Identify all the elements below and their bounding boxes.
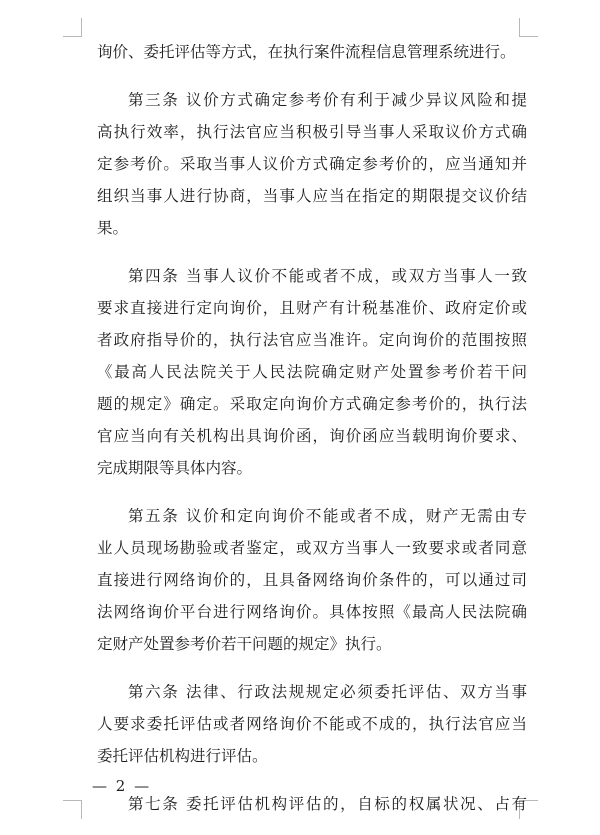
text-line: 询价、委托评估等方式，在执行案件流程信息管理系统进行。 xyxy=(97,43,516,61)
text-line: 直接进行网络询价的，且具备网络询价条件的，可以通过司 xyxy=(97,571,527,589)
paragraph-gap xyxy=(97,772,527,788)
text-line: 官应当向有关机构出具询价函，询价函应当载明询价要求、 xyxy=(97,427,527,445)
paragraph-gap xyxy=(97,484,527,500)
crop-mark-top-right xyxy=(519,18,538,37)
crop-mark-bottom-left xyxy=(63,800,82,819)
text-line: 第七条 委托评估机构评估的，自标的权属状况、占有 xyxy=(128,795,527,813)
text-line: 题的规定》确定。采取定向询价方式确定参考价的，执行法 xyxy=(97,395,527,413)
text-line: 定财产处置参考价若干问题的规定》执行。 xyxy=(97,635,392,653)
text-line: 要求直接进行定向询价，且财产有计税基准价、政府定价或 xyxy=(97,299,527,317)
text-line: 委托评估机构进行评估。 xyxy=(97,747,268,765)
text-line: 业人员现场勘验或者鉴定，或双方当事人一致要求或者同意 xyxy=(97,539,527,557)
document-body xyxy=(97,36,527,820)
text-line: 第五条 议价和定向询价不能或者不成，财产无需由专 xyxy=(128,507,527,525)
text-line: 第六条 法律、行政法规规定必须委托评估、双方当事 xyxy=(128,683,527,701)
page-number: — 2 — xyxy=(92,777,152,795)
text-line: 第四条 当事人议价不能或者不成，或双方当事人一致 xyxy=(128,267,527,285)
text-line: 人要求委托评估或者网络询价不能或不成的，执行法官应当 xyxy=(97,715,527,733)
text-line: 者政府指导价的，执行法官应当准许。定向询价的范围按照 xyxy=(97,331,527,349)
text-line: 组织当事人进行协商，当事人应当在指定的期限提交议价结 xyxy=(97,187,527,205)
text-line: 《最高人民法院关于人民法院确定财产处置参考价若干问 xyxy=(97,363,527,381)
paragraph-gap xyxy=(97,244,527,260)
text-line: 法网络询价平台进行网络询价。具体按照《最高人民法院确 xyxy=(97,603,527,621)
text-line: 第三条 议价方式确定参考价有利于减少异议风险和提 xyxy=(128,91,527,109)
paragraph-gap xyxy=(97,68,527,84)
text-line: 定参考价。采取当事人议价方式确定参考价的，应当通知并 xyxy=(97,155,527,173)
paragraph-gap xyxy=(97,660,527,676)
text-line: 果。 xyxy=(97,219,129,237)
text-line: 高执行效率，执行法官应当积极引导当事人采取议价方式确 xyxy=(97,123,527,141)
crop-mark-top-left xyxy=(63,18,82,37)
text-line: 完成期限等具体内容。 xyxy=(97,459,253,477)
